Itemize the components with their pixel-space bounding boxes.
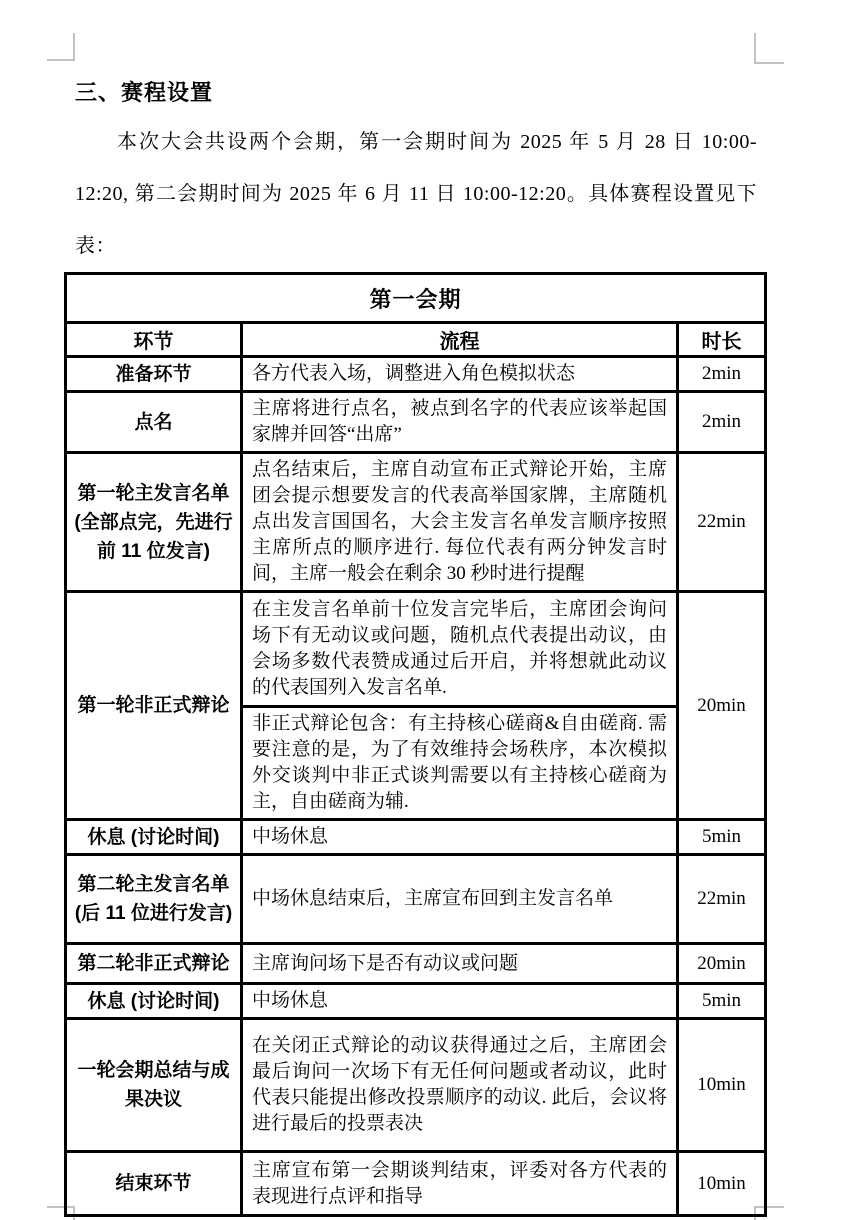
table-row xyxy=(66,392,766,453)
process-cell: 在关闭正式辩论的动议获得通过之后，主席团会最后询问一次场下有无任何问题或者动议，此时代表只能提出修改投票顺序的动议. 此后，会议将进行最后的投票表决 xyxy=(242,1019,678,1152)
intro-paragraph: 本次大会共设两个会期，第一会期时间为 2025 年 5 月 28 日 10:00-12:20, 第二会期时间为 2025 年 6 月 11 日 10:00-12:20。具体赛程设置见下表： xyxy=(75,131,757,257)
table-row xyxy=(66,453,766,592)
column-header-duration: 时长 xyxy=(678,323,766,357)
duration-cell: 2min xyxy=(678,357,766,392)
table-row xyxy=(66,1019,766,1152)
process-cell: 中场休息 xyxy=(242,984,678,1019)
stage-cell: 休息 (讨论时间) xyxy=(66,984,242,1019)
corner-mark-top-right xyxy=(754,33,784,64)
table-title: 第一会期 xyxy=(66,274,766,323)
process-cell: 中场休息 xyxy=(242,820,678,855)
stage-cell: 休息 (讨论时间) xyxy=(66,820,242,855)
table-row xyxy=(66,984,766,1019)
process-cell: 主席将进行点名，被点到名字的代表应该举起国家牌并回答“出席” xyxy=(242,392,678,453)
stage-cell: 第一轮主发言名单(全部点完，先进行前 11 位发言) xyxy=(66,453,242,592)
table-row xyxy=(66,820,766,855)
stage-cell: 准备环节 xyxy=(66,357,242,392)
duration-cell: 10min xyxy=(678,1019,766,1152)
stage-cell: 第二轮主发言名单(后 11 位进行发言) xyxy=(66,855,242,944)
process-cell: 在主发言名单前十位发言完毕后，主席团会询问场下有无动议或问题，随机点代表提出动议，由会场多数代表赞成通过后开启，并将想就此动议的代表国列入发言名单. xyxy=(242,592,678,707)
stage-cell: 第一轮非正式辩论 xyxy=(66,592,242,820)
duration-cell: 22min xyxy=(678,453,766,592)
stage-cell: 第二轮非正式辩论 xyxy=(66,944,242,984)
process-cell: 主席询问场下是否有动议或问题 xyxy=(242,944,678,984)
text-block xyxy=(75,80,757,272)
table-title-row xyxy=(66,274,766,323)
table-row xyxy=(66,592,766,707)
process-cell: 各方代表入场，调整进入角色模拟状态 xyxy=(242,357,678,392)
table-row xyxy=(66,357,766,392)
process-cell: 非正式辩论包含：有主持核心磋商&自由磋商. 需要注意的是，为了有效维持会场秩序，本次模拟外交谈判中非正式谈判需要以有主持核心磋商为主，自由磋商为辅. xyxy=(242,707,678,820)
duration-cell: 5min xyxy=(678,820,766,855)
schedule-table xyxy=(64,272,767,1217)
duration-cell: 5min xyxy=(678,984,766,1019)
process-cell: 中场休息结束后，主席宣布回到主发言名单 xyxy=(242,855,678,944)
column-header-process: 流程 xyxy=(242,323,678,357)
column-header-stage: 环节 xyxy=(66,323,242,357)
process-cell: 点名结束后，主席自动宣布正式辩论开始，主席团会提示想要发言的代表高举国家牌，主席随机点出发言国国名，大会主发言名单发言顺序按照主席所点的顺序进行. 每位代表有两分钟发言时间，主席一般会在剩余 30 秒时进行提醒 xyxy=(242,453,678,592)
table-row xyxy=(66,855,766,944)
table-row xyxy=(66,1152,766,1216)
stage-cell: 点名 xyxy=(66,392,242,453)
schedule-table-container xyxy=(64,272,767,1217)
process-cell: 主席宣布第一会期谈判结束，评委对各方代表的表现进行点评和指导 xyxy=(242,1152,678,1216)
stage-cell: 一轮会期总结与成果决议 xyxy=(66,1019,242,1152)
table-header-row xyxy=(66,323,766,357)
duration-cell: 22min xyxy=(678,855,766,944)
section-heading: 三、赛程设置 xyxy=(75,80,214,105)
duration-cell: 20min xyxy=(678,592,766,820)
corner-mark-top-left xyxy=(47,33,75,61)
duration-cell: 10min xyxy=(678,1152,766,1216)
stage-cell: 结束环节 xyxy=(66,1152,242,1216)
duration-cell: 2min xyxy=(678,392,766,453)
table-row xyxy=(66,944,766,984)
duration-cell: 20min xyxy=(678,944,766,984)
